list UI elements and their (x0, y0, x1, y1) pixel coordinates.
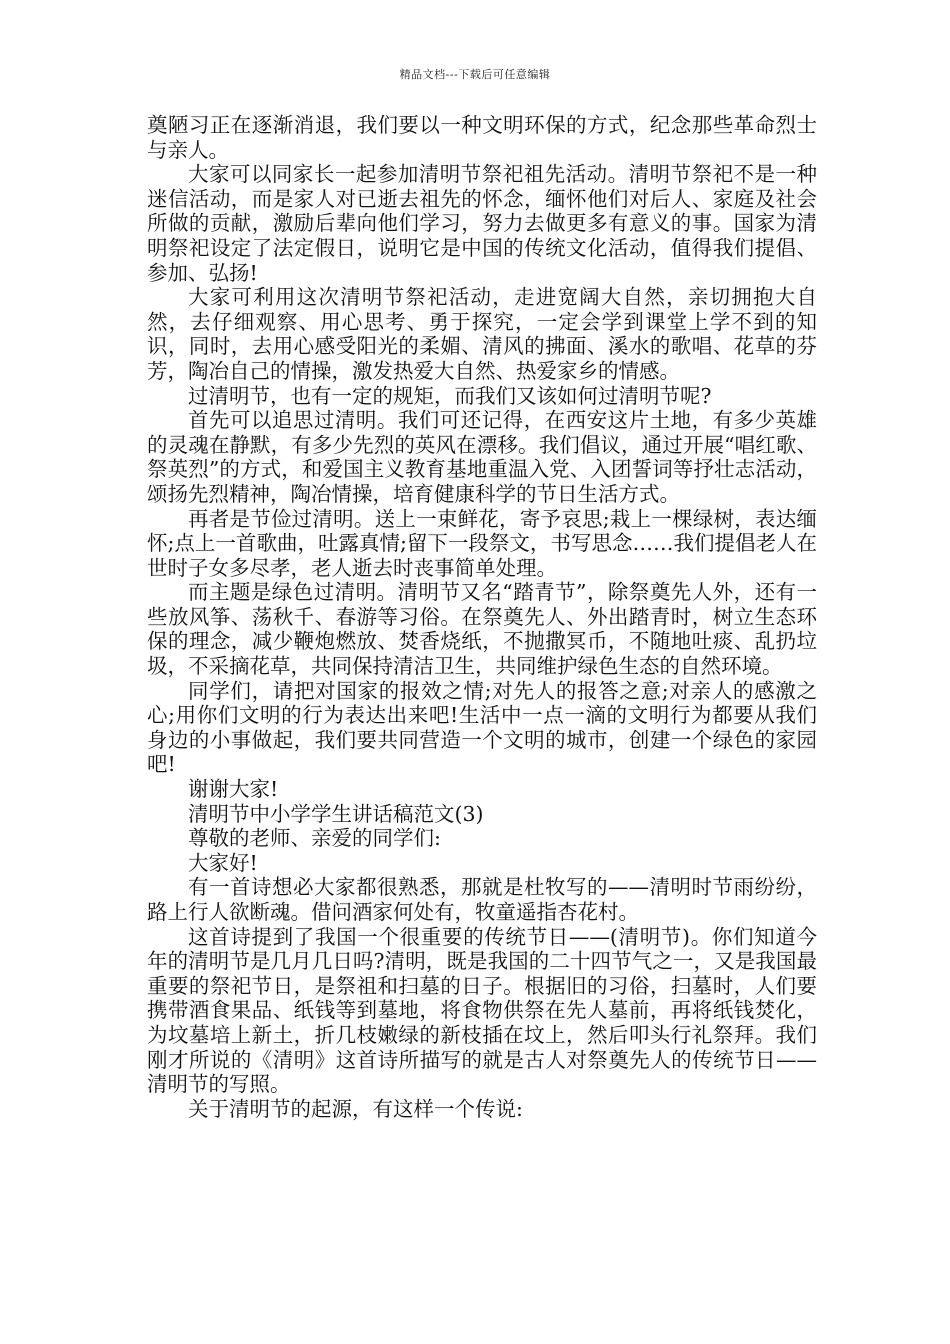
paragraph: 有一首诗想必大家都很熟悉，那就是杜牧写的——清明时节雨纷纷，路上行人欲断魂。借问酒家何处有，牧童遥指杏花村。 (147, 875, 817, 924)
closing-line: 谢谢大家! (188, 777, 279, 802)
paragraph: 大家可利用这次清明节祭祀活动，走进宽阔大自然，亲切拥抱大自然，去仔细观察、用心思考、勇于探究，一定会学到课堂上学不到的知识，同时，去用心感受阳光的柔媚、清风的拂面、溪水的歌唱、花草的芬芳，陶冶自己的情操，激发热爱大自然、热爱家乡的情感。 (147, 285, 817, 383)
paragraph: 而主题是绿色过清明。清明节又名“踏青节”，除祭奠先人外，还有一些放风筝、荡秋千、春游等习俗。在祭奠先人、外出踏青时，树立生态环保的理念，减少鞭炮燃放、焚香烧纸，不抛撒冥币，不随地吐痰、乱扔垃圾，不采摘花草，共同保持清洁卫生，共同维护绿色生态的自然环境。 (147, 580, 817, 679)
document-body (147, 113, 817, 1121)
paragraph: 这首诗提到了我国一个很重要的传统节日——(清明节)。你们知道今年的清明节是几月几日吗?清明，既是我国的二十四节气之一，又是我国最重要的祭祀节日，是祭祖和扫墓的日子。根据旧的习俗，扫墓时，人们要携带酒食果品、纸钱等到墓地，将食物供祭在先人墓前，再将纸钱焚化，为坟墓培上新土，折几枝嫩绿的新枝插在坟上，然后叩头行礼祭拜。我们刚才所说的《清明》这首诗所描写的就是古人对祭奠先人的传统节日——清明节的写照。 (147, 924, 817, 1097)
paragraph: 再者是节俭过清明。送上一束鲜花，寄予哀思;栽上一棵绿树，表达缅怀;点上一首歌曲，吐露真情;留下一段祭文，书写思念……我们提倡老人在世时子女多尽孝，老人逝去时丧事简单处理。 (147, 506, 817, 580)
greeting: 大家好! (188, 850, 258, 875)
page-header: 精品文档---下载后可任意编辑 (399, 68, 551, 81)
section-title: 清明节中小学学生讲话稿范文(3) (188, 801, 484, 826)
paragraph: 首先可以追思过清明。我们可还记得，在西安这片土地，有多少英雄的灵魂在静默，有多少先烈的英风在漂移。我们倡议，通过开展“唱红歌、祭英烈”的方式，和爱国主义教育基地重温入党、入团誓词等抒壮志活动，颂扬先烈精神，陶冶情操，培育健康科学的节日生活方式。 (147, 408, 817, 506)
paragraph: 奠陋习正在逐渐消退，我们要以一种文明环保的方式，纪念那些革命烈士与亲人。 (147, 113, 817, 162)
paragraph: 大家可以同家长一起参加清明节祭祀祖先活动。清明节祭祀不是一种迷信活动，而是家人对已逝去祖先的怀念，缅怀他们对后人、家庭及社会所做的贡献，激励后辈向他们学习，努力去做更多有意义的事。国家为清明祭祀设定了法定假日，说明它是中国的传统文化活动，值得我们提倡、参加、弘扬! (147, 162, 817, 285)
salutation: 尊敬的老师、亲爱的同学们: (188, 826, 441, 851)
paragraph: 同学们，请把对国家的报效之情;对先人的报答之意;对亲人的感激之心;用你们文明的行为表达出来吧!生活中一点一滴的文明行为都要从我们身边的小事做起，我们要共同营造一个文明的城市，创建一个绿色的家园吧! (147, 678, 817, 777)
paragraph: 关于清明节的起源，有这样一个传说: (188, 1096, 523, 1121)
paragraph: 过清明节，也有一定的规矩，而我们又该如何过清明节呢? (188, 383, 712, 408)
